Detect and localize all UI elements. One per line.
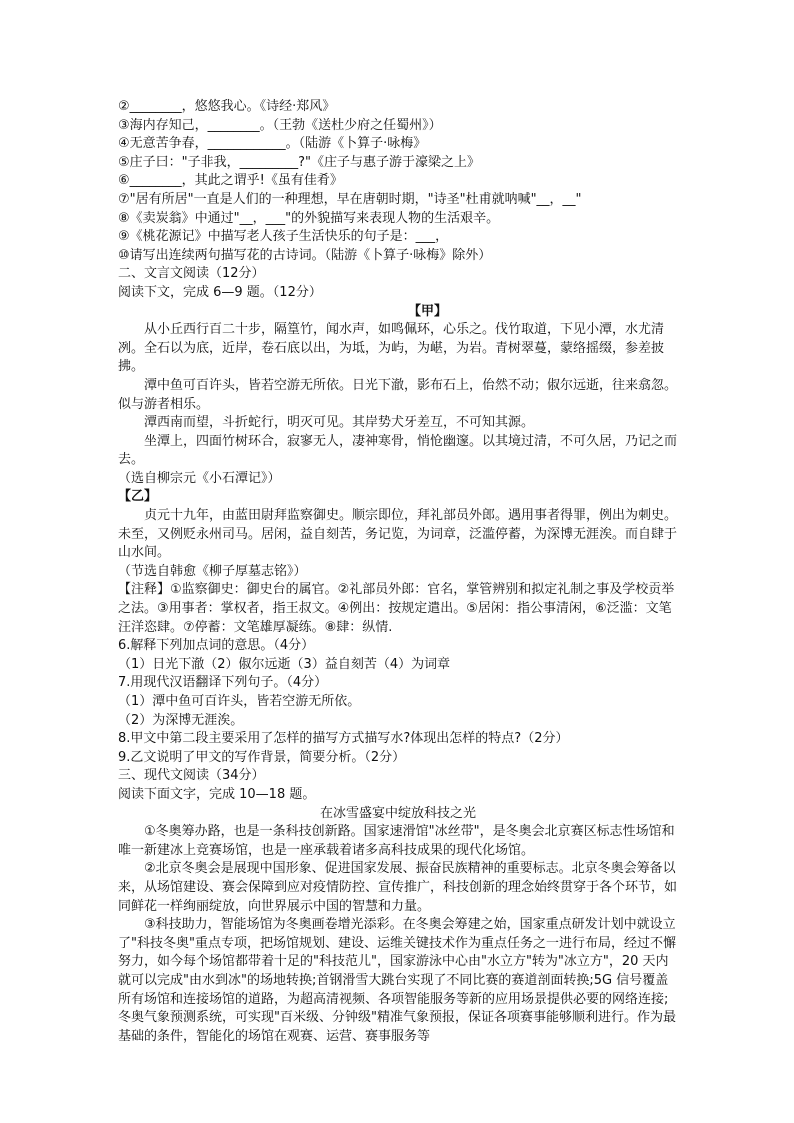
passage-paragraph: 从小丘西行百二十步，隔篁竹，闻水声，如鸣佩环，心乐之。伐竹取道，下见小潭，水尤清冽。全石以为底，近岸，卷石底以出，为坻，为屿，为嵁，为岩。青树翠蔓，蒙络摇缀，参差披拂。 [118, 322, 665, 375]
passage-source: （节选自韩愈《柳子厚墓志铭》） [118, 563, 307, 579]
article-paragraph: ③科技助力，智能场馆为冬奥画卷增光添彩。在冬奥会筹建之始，国家重点研发计划中就设立了"科技冬奥"重点专项，把场馆规划、建设、运维关键技术作为重点任务之一进行布局，经过不懈努力，如今每个场馆都带着十足的"科技范儿"，国家游泳中心由"水立方"转为"冰立方"，20 天内就可以完成"由水到冰"的场地转换;首钢滑雪大跳台实现了不同比赛的赛道剖面转换;5G 信号覆盖所有场馆和连接场馆的道路，为超高清视频、各项智能服务等新的应用场景提供必要的网络连接;冬奥气象预测系统，可实现"百米级、分钟级"精准气象预报，保证各项赛事能够顺利进行。作为最基础的条件，智能化的场馆在观赛、运营、赛事服务等 [118, 917, 676, 1044]
passage-jia-label: 【甲】 [408, 303, 448, 319]
passage-jia [118, 321, 678, 470]
question-8: 8.甲文中第二段主要采用了怎样的描写方式描写水?体现出怎样的特点?（2分） [118, 731, 569, 747]
passage-source: （选自柳宗元《小石潭记》） [118, 470, 281, 486]
poem-item: ②________，悠悠我心。《诗经·郑风》 [118, 99, 336, 114]
question-6-items: （1）日光下澈（2）俶尔远逝（3）益自刻苦（4）为词章 [118, 656, 451, 672]
question-7-item: （1）潭中鱼可百许头，皆若空游无所依。 [118, 694, 361, 709]
passage-paragraph: 潭中鱼可百许头，皆若空游无所依。日光下澈，影布石上，佁然不动；俶尔远逝，往来翕忽。似与游者相乐。 [118, 377, 678, 412]
passage-yi-label: 【乙】 [118, 489, 158, 505]
annotation-notes: 【注释】①监察御史：御史台的属官。②礼部员外郎：官名，掌管辨别和拟定礼制之事及学校贡举之法。③用事者：掌权者，指王叔文。④例出：按规定遣出。⑤居闲：指公事清闲，⑥泛滥：文笔汪洋恣肆。⑦停蓄：文笔雄厚凝练。⑧肆：纵情. [118, 582, 675, 635]
question-9: 9.乙文说明了甲文的写作背景，简要分析。（2分） [118, 749, 406, 765]
poem-item: ⑦"居有所居"一直是人们的一种理想，早在唐朝时期，"诗圣"杜甫就呐喊"__，__" [118, 191, 582, 207]
passage-paragraph: 潭西南而望，斗折蛇行，明灭可见。其岸势犬牙差互，不可知其源。 [144, 415, 535, 431]
poem-item: ④无意苦争春，____________。（陆游《卜算子·咏梅》 [118, 136, 427, 152]
passage-yi: 贞元十九年，由蓝田尉拜监察御史。顺宗即位，拜礼部员外郎。遇用事者得罪，例出为刺史。未至，又例贬永州司马。居闲，益自刻苦，务记览，为词章，泛滥停蓄，为深博无涯涘。而自肆于山水间。 [118, 508, 678, 561]
article-title: 在冰雪盛宴中绽放科技之光 [319, 805, 476, 821]
poem-item: ⑩请写出连续两句描写花的古诗词。（陆游《卜算子·咏梅》除外） [118, 247, 492, 263]
question-6: 6.解释下列加点词的意思。（4分） [118, 638, 315, 654]
article-paragraph: ②北京冬奥会是展现中国形象、促进国家发展、振奋民族精神的重要标志。北京冬奥会筹备以来，从场馆建设、赛会保障到应对疫情防控、宣传推广，科技创新的理念始终贯穿于各个环节，如同鲜花一样绚丽绽放，向世界展示中国的智慧和力量。 [118, 861, 678, 914]
question-7-item: （2）为深博无涯涘。 [118, 712, 244, 728]
section-instruction: 阅读下面文字，完成 10—18 题。 [118, 786, 316, 802]
poem-item: ⑥________，其此之谓乎!《虽有佳肴》 [118, 173, 343, 189]
section-instruction: 阅读下文，完成 6—9 题。（12分） [118, 284, 322, 300]
article-body [118, 823, 678, 1046]
poem-item: ⑤庄子曰："子非我，_________?"《庄子与惠子游于濠梁之上》 [118, 154, 481, 170]
poem-fill-list [118, 98, 678, 265]
poem-item: ⑨《桃花源记》中描写老人孩子生活快乐的句子是：___， [118, 229, 449, 245]
article-paragraph: ①冬奥筹办路，也是一条科技创新路。国家速滑馆"冰丝带"，是冬奥会北京赛区标志性场馆和唯一新建冰上竞赛场馆，也是一座承载着诸多高科技成果的现代化场馆。 [118, 824, 675, 858]
exam-page [118, 98, 678, 1046]
question-7: 7.用现代汉语翻译下列句子。（4分） [118, 675, 328, 691]
section-heading: 三、现代文阅读（34分） [118, 768, 265, 784]
poem-item: ③海内存知己，________。（王勃《送杜少府之任蜀州》） [118, 117, 442, 133]
section-heading: 二、文言文阅读（12分） [118, 266, 265, 282]
poem-item: ⑧《卖炭翁》中通过"__，___"的外貌描写来表现人物的生活艰辛。 [118, 210, 500, 226]
passage-paragraph: 坐潭上，四面竹树环合，寂寥无人，凄神寒骨，悄怆幽邃。以其境过清，不可久居，乃记之而去。 [118, 433, 678, 468]
